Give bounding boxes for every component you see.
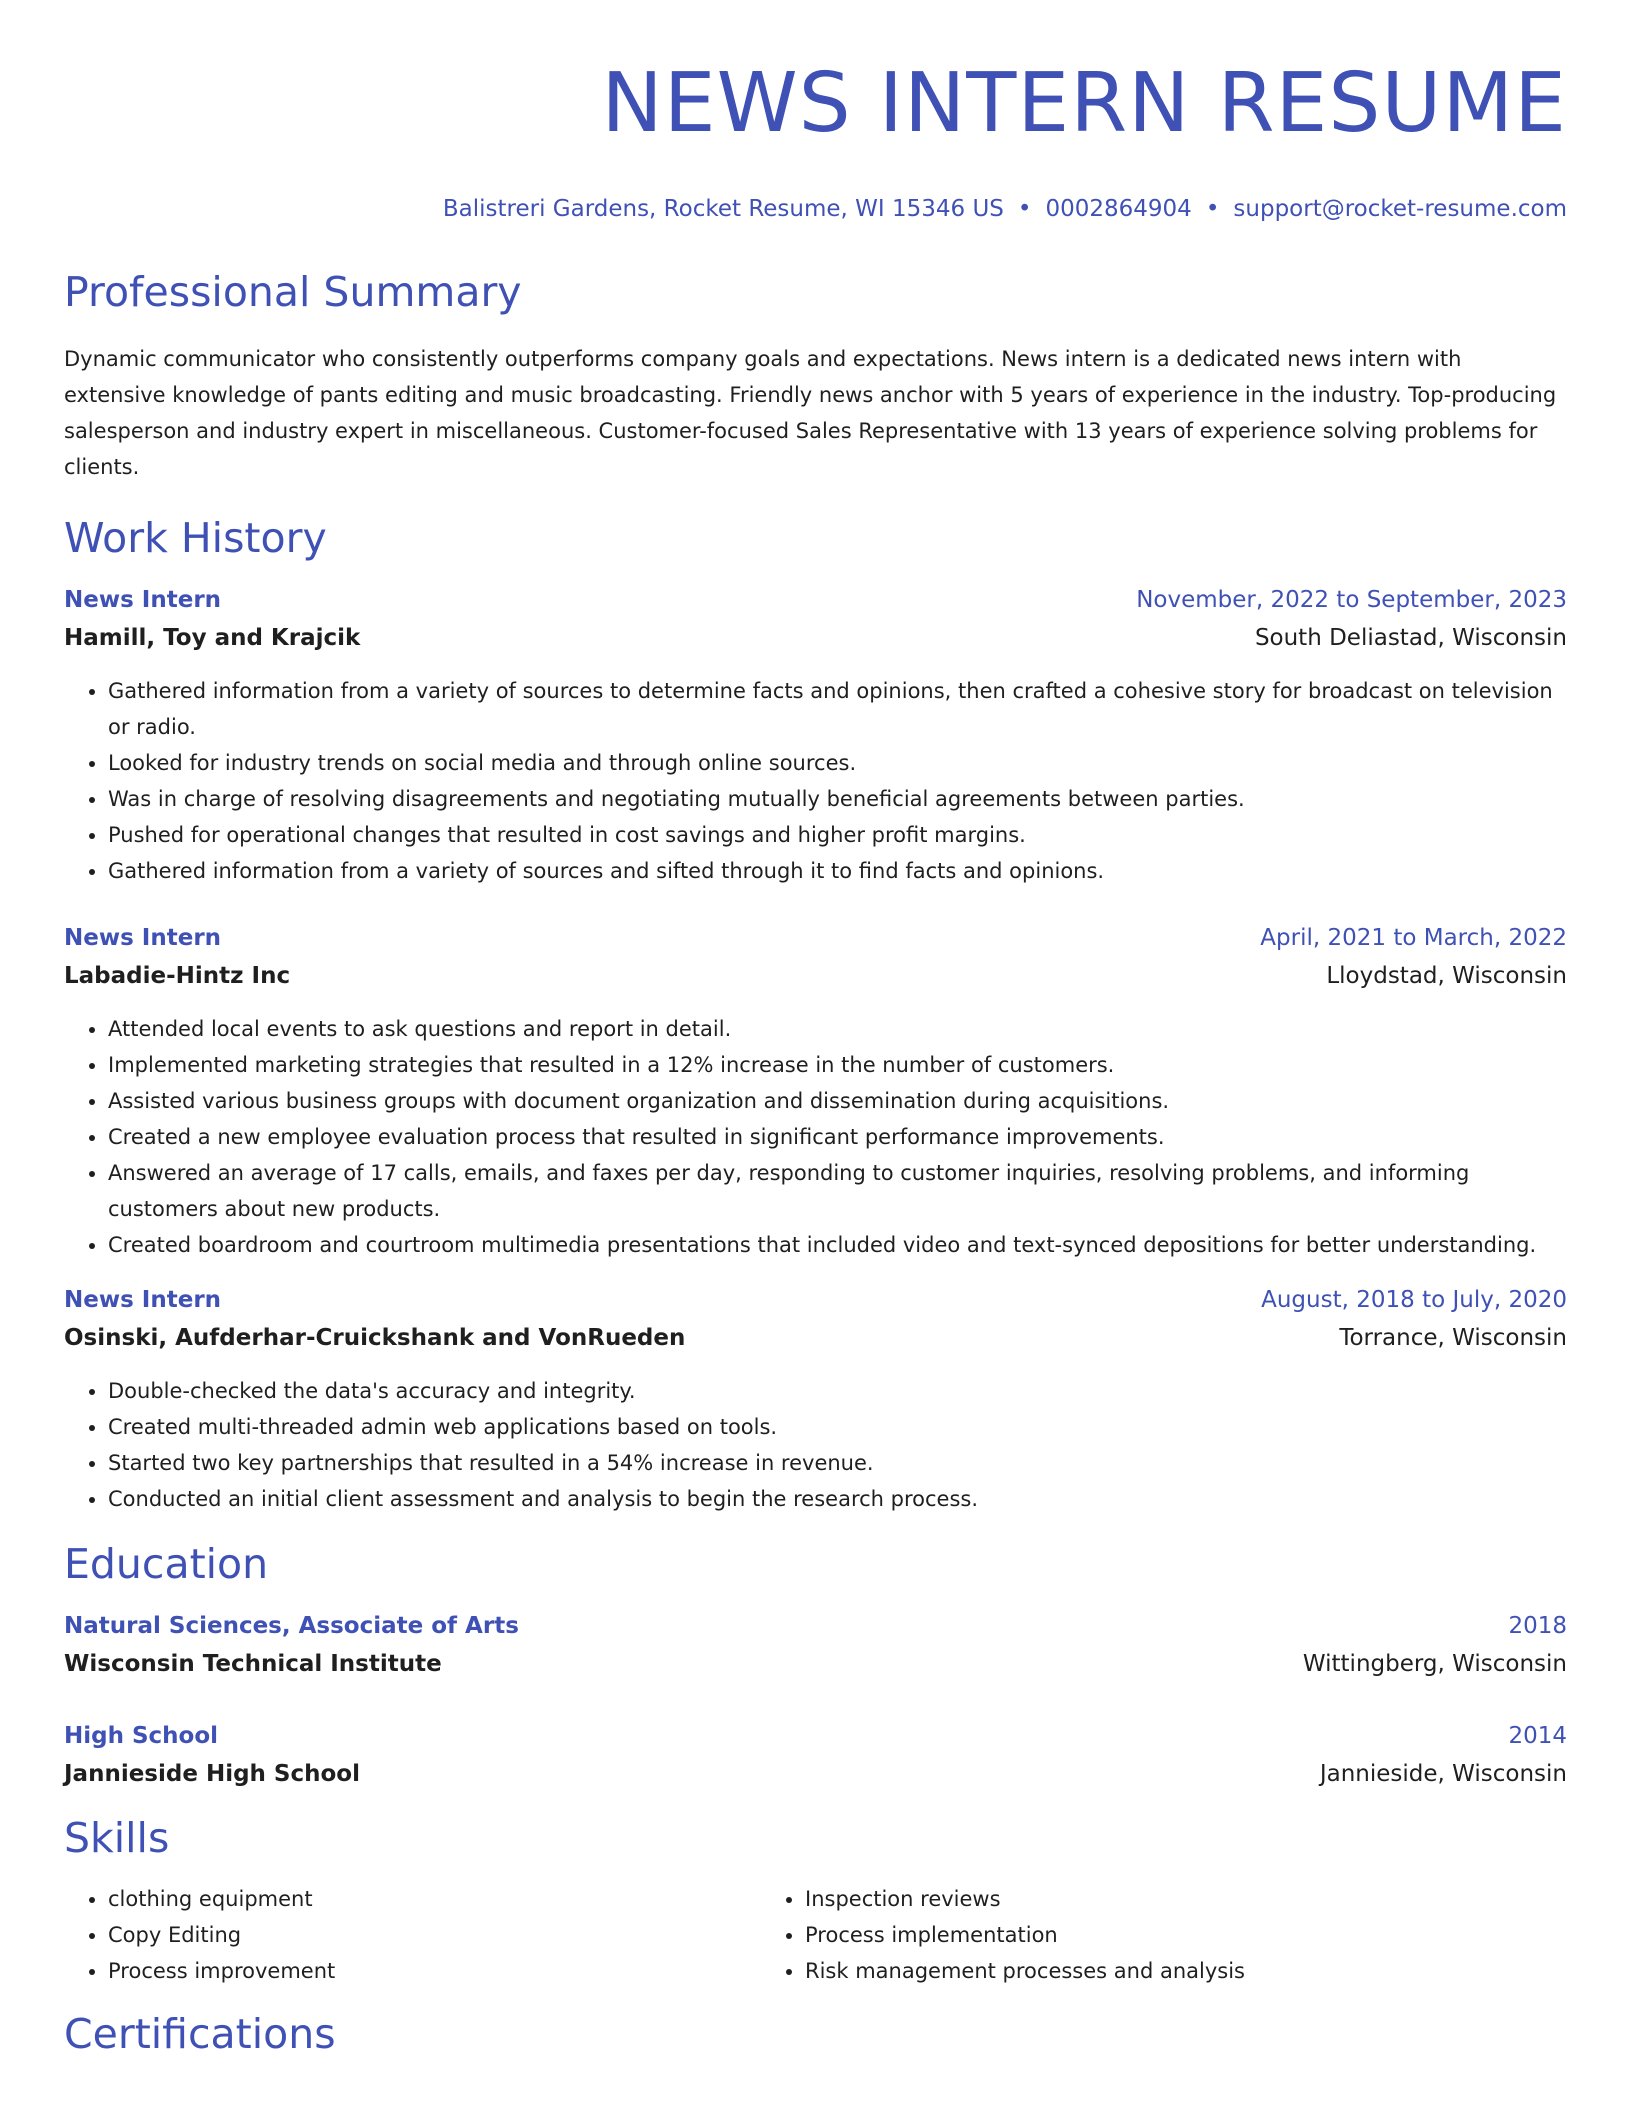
job-location: South Deliastad, Wisconsin xyxy=(1254,625,1567,651)
job-dates: November, 2022 to September, 2023 xyxy=(1136,587,1567,613)
job-location: Torrance, Wisconsin xyxy=(1339,1325,1567,1351)
list-item: • Conducted an initial client assessment and analysis to begin the research process. xyxy=(108,1481,1567,1517)
education-degree: High School xyxy=(64,1723,219,1749)
education-year: 2018 xyxy=(1508,1613,1567,1639)
education-location: Jannieside, Wisconsin xyxy=(1319,1761,1567,1787)
job-role: News Intern xyxy=(64,587,222,613)
list-item: • Implemented marketing strategies that resulted in a 12% increase in the number of customers. xyxy=(108,1047,1567,1083)
job-company: Osinski, Aufderhar-Cruickshank and VonRueden xyxy=(64,1325,686,1351)
section-title-skills: Skills xyxy=(64,1814,170,1862)
contact-line xyxy=(64,194,1567,224)
section-title-work-history: Work History xyxy=(64,514,327,562)
list-item: • Pushed for operational changes that resulted in cost savings and higher profit margins. xyxy=(108,817,1567,853)
education-degree: Natural Sciences, Associate of Arts xyxy=(64,1613,519,1639)
skills-column-left xyxy=(64,1881,761,1989)
job-dates: April, 2021 to March, 2022 xyxy=(1260,925,1567,951)
list-item: • Answered an average of 17 calls, emails, and faxes per day, responding to customer inquiries, resolving problems, and informing customers about new products. xyxy=(108,1155,1567,1227)
list-item: • Looked for industry trends on social media and through online sources. xyxy=(108,745,1567,781)
education-entry xyxy=(64,1717,1567,1793)
section-title-certifications: Certifications xyxy=(64,2010,336,2058)
work-entry xyxy=(64,919,1567,1263)
education-location: Wittingberg, Wisconsin xyxy=(1302,1651,1567,1677)
list-item: • Started two key partnerships that resulted in a 54% increase in revenue. xyxy=(108,1445,1567,1481)
skill-item: • Inspection reviews xyxy=(805,1881,1458,1917)
list-item: • Created boardroom and courtroom multimedia presentations that included video and text-synced depositions for better understanding. xyxy=(108,1227,1567,1263)
list-item: • Attended local events to ask questions and report in detail. xyxy=(108,1011,1567,1047)
list-item: • Was in charge of resolving disagreements and negotiating mutually beneficial agreements between parties. xyxy=(108,781,1567,817)
list-item: • Gathered information from a variety of sources to determine facts and opinions, then crafted a cohesive story for broadcast on television or radio. xyxy=(108,673,1567,745)
education-year: 2014 xyxy=(1508,1723,1567,1749)
education-school: Wisconsin Technical Institute xyxy=(64,1651,442,1677)
list-item: • Gathered information from a variety of sources and sifted through it to find facts and opinions. xyxy=(108,853,1567,889)
job-role: News Intern xyxy=(64,1287,222,1313)
contact-phone: 0002864904 xyxy=(1045,196,1192,222)
work-entry xyxy=(64,1281,1567,1517)
education-entry xyxy=(64,1607,1567,1683)
summary-text: Dynamic communicator who consistently outperforms company goals and expectations. News intern is a dedicated news intern with extensive knowledge of pants editing and music broadcasting. Friendly news anchor with 5 years of experience in the industry. Top-producing salesperson and industry expert in miscellaneous. Customer-focused Sales Representative with 13 years of experience solving problems for clients. xyxy=(64,347,1557,479)
job-role: News Intern xyxy=(64,925,222,951)
section-title-education: Education xyxy=(64,1540,269,1588)
job-company: Hamill, Toy and Krajcik xyxy=(64,625,361,651)
contact-separator: • xyxy=(1017,196,1032,222)
work-entry xyxy=(64,581,1567,889)
job-bullets xyxy=(64,1011,1567,1263)
contact-email[interactable]: support@rocket-resume.com xyxy=(1233,196,1567,222)
job-dates: August, 2018 to July, 2020 xyxy=(1261,1287,1567,1313)
resume-page xyxy=(64,0,1567,2059)
skill-item: • Process implementation xyxy=(805,1917,1458,1953)
job-location: Lloydstad, Wisconsin xyxy=(1326,963,1567,989)
skill-item: • Process improvement xyxy=(108,1953,761,1989)
job-company: Labadie-Hintz Inc xyxy=(64,963,291,989)
list-item: • Double-checked the data's accuracy and integrity. xyxy=(108,1373,1567,1409)
job-bullets xyxy=(64,673,1567,889)
skill-item: • Copy Editing xyxy=(108,1917,761,1953)
resume-title: NEWS INTERN RESUME xyxy=(601,56,1567,151)
skills-column-right xyxy=(761,1881,1458,1989)
contact-separator: • xyxy=(1205,196,1220,222)
section-title-summary: Professional Summary xyxy=(64,268,522,316)
education-school: Jannieside High School xyxy=(64,1761,360,1787)
job-bullets xyxy=(64,1373,1567,1517)
skills-list xyxy=(64,1881,1567,1989)
list-item: • Created a new employee evaluation process that resulted in significant performance improvements. xyxy=(108,1119,1567,1155)
contact-address: Balistreri Gardens, Rocket Resume, WI 15346 US xyxy=(442,196,1004,222)
skill-item: • clothing equipment xyxy=(108,1881,761,1917)
list-item: • Created multi-threaded admin web applications based on tools. xyxy=(108,1409,1567,1445)
skill-item: • Risk management processes and analysis xyxy=(805,1953,1458,1989)
list-item: • Assisted various business groups with document organization and dissemination during acquisitions. xyxy=(108,1083,1567,1119)
